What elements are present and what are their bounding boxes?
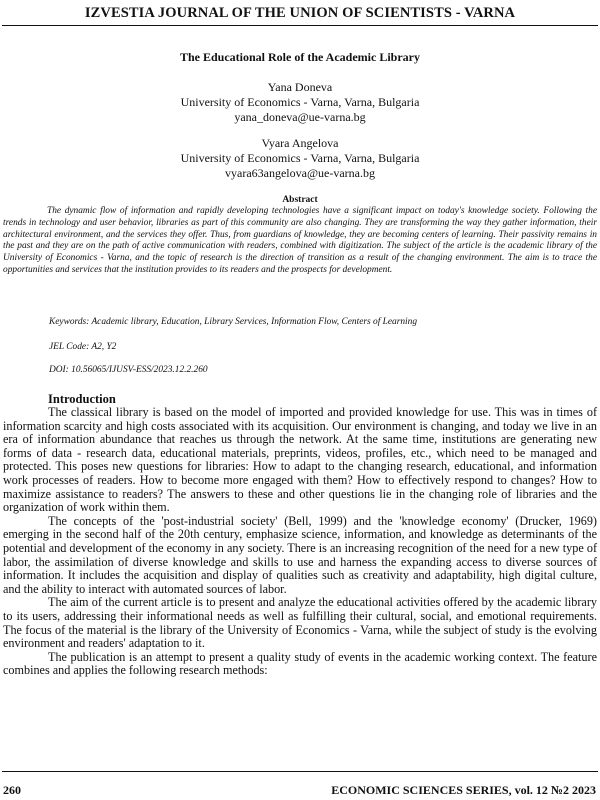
page-number: 260 — [3, 783, 21, 797]
section-heading-introduction: Introduction — [48, 392, 116, 406]
author-name: Vyara Angelova — [261, 136, 339, 150]
keywords: Keywords: Academic library, Education, Library Services, Information Flow, Centers of Learning — [49, 317, 418, 327]
journal-header: IZVESTIA JOURNAL OF THE UNION OF SCIENTISTS - VARNA — [84, 5, 516, 21]
author-block — [0, 80, 600, 125]
author-name: Yana Doneva — [267, 80, 333, 94]
body-text — [3, 406, 597, 678]
header-rule — [2, 25, 598, 26]
doi: DOI: 10.56065/IJUSV-ESS/2023.12.2.260 — [49, 365, 208, 375]
author-affiliation: University of Economics - Varna, Varna, Bulgaria — [180, 151, 420, 165]
body-paragraph: The publication is an attempt to present a quality study of events in the academic working context. The feature combines and applies the following research methods: — [3, 649, 597, 678]
author-affiliation: University of Economics - Varna, Varna, Bulgaria — [180, 95, 420, 109]
abstract-heading: Abstract — [282, 195, 318, 205]
article-title: The Educational Role of the Academic Library — [180, 50, 420, 64]
jel-code: JEL Code: A2, Y2 — [49, 342, 117, 352]
abstract-text: The dynamic flow of information and rapidly developing technologies have a significant impact on today's knowledge society. Following the trends in technology and user behavior, libraries as part of this community are also changing. They are transforming the way they gather information, their architectural environment, and the services they offer. Thus, from guardians of knowledge, they are becoming centers of learning. Their passivity remains in the past and they are on the path of active communication with readers, combined with digitization. The subject of the article is the academic library of the University of Economics - Varna, and the topic of research is the direction of transition as a result of the changing environment. The aim is to trace the opportunities and services that the institution provides to its readers and the prospects for development. — [3, 206, 597, 275]
author-block — [0, 136, 600, 181]
body-paragraph: The concepts of the 'post-industrial society' (Bell, 1999) and the 'knowledge economy' (Drucker, 1969) emerging in the second half of the 20th century, emphasize science, information, and knowledge as determinants of the potential and development of the economy in any society. There is an increasing recognition of the need for a new type of labor, the assimilation of diverse knowledge and skills to use and harness the expanding access to diverse sources of information. It includes the acquisition and display of qualities such as creativity and adaptability, high digital culture, and the ability to interact with automated sources of labor. — [3, 513, 597, 596]
body-paragraph: The classical library is based on the model of imported and provided knowledge for use. This was in times of information scarcity and high costs associated with its acquisition. Our environment is changing, and today we live in an era of information abundance that reaches us through the network. At the same time, institutions are generating new forms of data - research data, educational materials, preprints, videos, profiles, etc., which need to be managed and protected. This poses new questions for libraries: How to adapt to the changing research, educational, and information work processes of readers. How to become more engaged with them? How to effectively respond to changes? How to maximize assistance to readers? The answers to these and other questions lie in the changing role of libraries and the organization of work within them. — [3, 405, 597, 515]
author-email: yana_doneva@ue-varna.bg — [234, 110, 366, 124]
series-info: ECONOMIC SCIENCES SERIES, vol. 12 №2 2023 — [331, 783, 596, 797]
author-email: vyara63angelova@ue-varna.bg — [225, 166, 375, 180]
body-paragraph: The aim of the current article is to present and analyze the educational activities offered by the academic library to its users, addressing their informational needs as well as fulfilling their cultural, social, and emotional requirements. The focus of the material is the library of the University of Economics - Varna, while the subject of study is the evolving environment and readers' adaptation to it. — [3, 595, 597, 651]
footer-rule — [2, 771, 598, 772]
